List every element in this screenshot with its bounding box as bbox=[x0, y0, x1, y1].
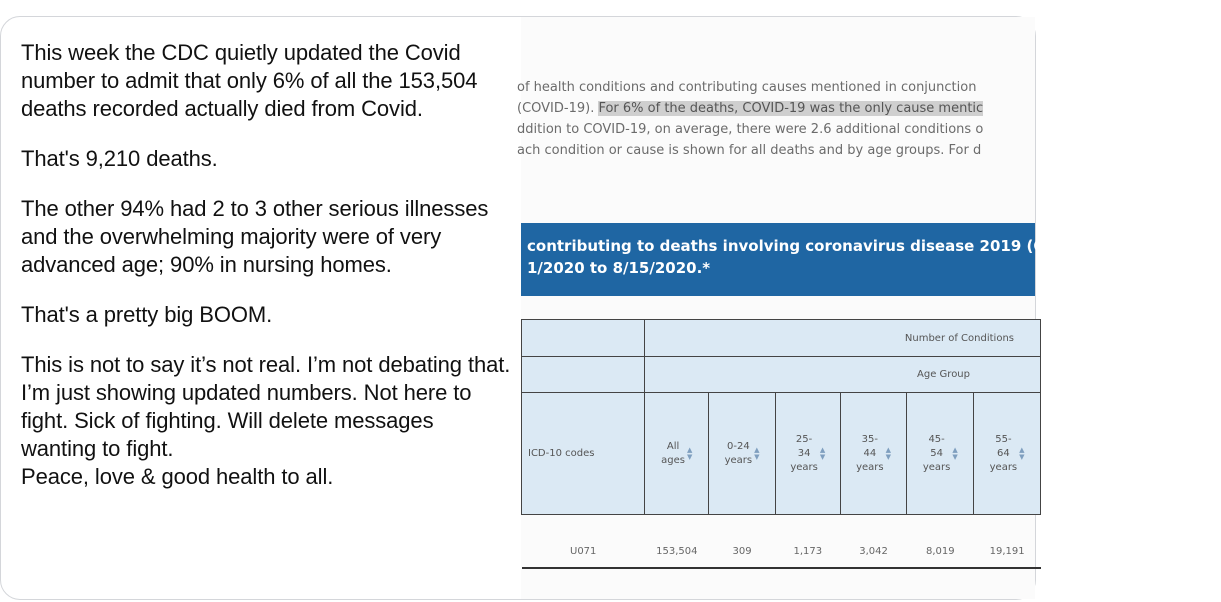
conditions-table-area bbox=[521, 319, 1035, 559]
banner-line-2: 1/2020 to 8/15/2020.* bbox=[527, 259, 711, 277]
cell-all-ages: 153,504 bbox=[645, 535, 709, 568]
sort-arrows-icon[interactable]: ▲ ▼ bbox=[687, 445, 693, 461]
col-label: 54 bbox=[930, 447, 943, 459]
col-label: 55- bbox=[995, 433, 1012, 445]
col-label: 35- bbox=[861, 433, 879, 445]
col-label: years bbox=[856, 461, 884, 473]
snippet-line-3: ddition to COVID-19, on average, there were 2.6 additional conditions o bbox=[517, 122, 984, 137]
table-row bbox=[522, 535, 1041, 568]
snippet-line-4: ach condition or cause is shown for all deaths and by age groups. For d bbox=[517, 143, 982, 158]
sort-arrows-icon[interactable]: ▲ ▼ bbox=[754, 445, 760, 461]
sort-arrows-icon[interactable]: ▲ ▼ bbox=[819, 445, 826, 461]
post-paragraph-6: Peace, love & good health to all. bbox=[21, 464, 334, 489]
post-paragraph-3: The other 94% had 2 to 3 other serious illnesses and the overwhelming majority were of very advanced age; 90% in nursing homes. bbox=[21, 196, 489, 277]
col-label: 64 bbox=[997, 447, 1010, 459]
cdc-text-snippet bbox=[517, 77, 1221, 161]
snippet-line-2-prefix: (COVID-19). bbox=[517, 101, 599, 116]
col-label: years bbox=[790, 461, 818, 473]
column-header-icd10[interactable] bbox=[522, 393, 645, 515]
header-blank-1 bbox=[522, 320, 645, 357]
cell-25-34: 1,173 bbox=[775, 535, 840, 568]
banner-line-1: contributing to deaths involving coronavirus disease 2019 (COVID- bbox=[527, 237, 1093, 255]
table-title-banner bbox=[521, 223, 1093, 296]
conditions-table bbox=[521, 319, 1041, 569]
cell-45-54: 8,019 bbox=[907, 535, 974, 568]
col-label: 34 bbox=[797, 447, 811, 459]
cell-icd-code: U071 bbox=[522, 535, 645, 568]
sort-arrows-icon[interactable]: ▲ ▼ bbox=[885, 445, 891, 461]
attached-screenshot-image[interactable] bbox=[517, 17, 1093, 599]
column-header-all-ages[interactable] bbox=[645, 393, 709, 515]
column-header-35-44[interactable] bbox=[840, 393, 907, 515]
sort-arrows-icon[interactable]: ▲ ▼ bbox=[952, 445, 958, 461]
column-header-25-34[interactable] bbox=[775, 393, 840, 515]
number-of-conditions-header: Number of Conditions bbox=[645, 320, 1041, 357]
col-label: years bbox=[724, 454, 753, 466]
post-paragraph-5: This is not to say it’s not real. I’m not debating that. I’m just showing updated numbers. Not here to fight. Sick of fighting. Will delete messages wanting to fight. bbox=[21, 352, 511, 461]
col-label: All bbox=[666, 440, 680, 452]
col-label: 0-24 bbox=[726, 440, 750, 452]
col-label: years bbox=[922, 461, 951, 473]
col-label: 44 bbox=[863, 447, 877, 459]
cell-0-24: 309 bbox=[709, 535, 776, 568]
column-header-55-64[interactable] bbox=[974, 393, 1041, 515]
column-header-0-24[interactable] bbox=[709, 393, 776, 515]
post-paragraph-1: This week the CDC quietly updated the Covid number to admit that only 6% of all the 153,504 deaths recorded actually died from Covid. bbox=[21, 40, 478, 121]
col-label: 45- bbox=[928, 433, 945, 445]
col-label: 25- bbox=[795, 433, 813, 445]
snippet-line-1: of health conditions and contributing causes mentioned in conjunction bbox=[517, 80, 977, 95]
post-paragraph-4: That's a pretty big BOOM. bbox=[21, 302, 273, 327]
post-body bbox=[21, 39, 511, 491]
cell-55-64: 19,191 bbox=[974, 535, 1041, 568]
table-spacer bbox=[522, 515, 1041, 536]
header-blank-2 bbox=[522, 357, 645, 393]
col-label: years bbox=[989, 461, 1018, 473]
highlighted-sentence: For 6% of the deaths, COVID-19 was the only cause mentic bbox=[598, 101, 984, 116]
cell-35-44: 3,042 bbox=[840, 535, 907, 568]
snippet-line-2 bbox=[517, 98, 1221, 119]
age-group-header: Age Group bbox=[645, 357, 1041, 393]
column-header-45-54[interactable] bbox=[907, 393, 974, 515]
sort-arrows-icon[interactable]: ▲ ▼ bbox=[1019, 445, 1025, 461]
post-card bbox=[0, 16, 1093, 600]
post-paragraph-2: That's 9,210 deaths. bbox=[21, 146, 218, 171]
col-label: ages bbox=[661, 454, 686, 466]
icd10-label: ICD-10 codes bbox=[528, 448, 595, 459]
